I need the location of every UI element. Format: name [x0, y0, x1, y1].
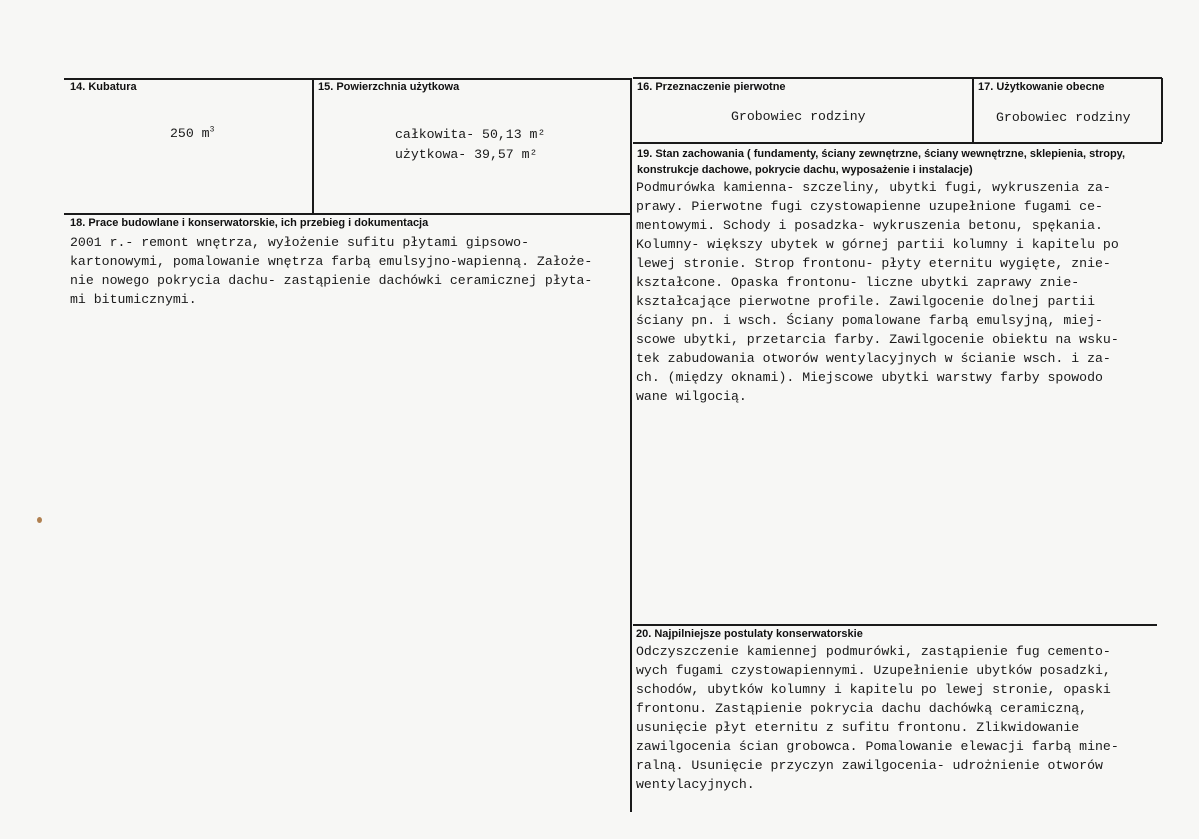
scan-speck — [37, 517, 42, 523]
field-16-value: Grobowiec rodziny — [731, 109, 866, 124]
kubatura-value: 250 m — [170, 126, 210, 141]
field-19-line: lewej stronie. Strop frontonu- płyty eternitu wygięte, znie- — [636, 256, 1111, 271]
field-20-line: Odczyszczenie kamiennej podmurówki, zastąpienie fug cemento- — [636, 644, 1111, 659]
field-19-line: ściany pn. i wsch. Ściany pomalowane farbą emulsyjną, miej- — [636, 313, 1103, 328]
field-15-label: 15. Powierzchnia użytkowa — [318, 81, 460, 93]
rule-above-18 — [64, 213, 631, 215]
field-18-label: 18. Prace budowlane i konserwatorskie, ich przebieg i dokumentacja — [70, 217, 429, 229]
field-20-line: zawilgocenia ścian grobowca. Pomalowanie elewacji farbą mine- — [636, 739, 1119, 754]
field-18-line: kartonowymi, pomalowanie wnętrza farbą emulsyjno-wapienną. Założe- — [70, 254, 593, 269]
field-19-label-cont: konstrukcje dachowe, pokrycie dachu, wyposażenie i instalacje) — [637, 164, 973, 176]
field-20-line: wentylacyjnych. — [636, 777, 755, 792]
field-16-label: 16. Przeznaczenie pierwotne — [637, 81, 786, 93]
field-19-label: 19. Stan zachowania ( fundamenty, ściany zewnętrzne, ściany wewnętrzne, sklepienia, stropy, — [637, 148, 1126, 160]
field-20-line: wych fugami czystowapiennymi. Uzupełnienie ubytków posadzki, — [636, 663, 1111, 678]
field-19-line: prawy. Pierwotne fugi czystowapienne uzupełnione fugami ce- — [636, 199, 1103, 214]
field-17-value: Grobowiec rodziny — [996, 110, 1131, 125]
field-19-line: kształcające pierwotne profile. Zawilgocenie dolnej partii — [636, 294, 1095, 309]
field-18-line: nie nowego pokrycia dachu- zastąpienie dachówki ceramicznej płyta- — [70, 273, 593, 288]
right-edge-17 — [1161, 78, 1163, 142]
top-rule-left — [64, 78, 631, 80]
center-divider — [630, 78, 632, 812]
field-14-value — [170, 124, 214, 143]
divider-16-17 — [972, 78, 974, 142]
field-19-line: ch. (między oknami). Miejscowe ubytki warstwy farby spowodo — [636, 370, 1103, 385]
field-14-label: 14. Kubatura — [70, 81, 137, 93]
field-19-line: Kolumny- większy ubytek w górnej partii kolumny i kapitelu po — [636, 237, 1119, 252]
field-15-line-1: całkowita- 50,13 m² — [395, 127, 546, 142]
field-19-line: tek zabudowania otworów wentylacyjnych w ścianie wsch. i za- — [636, 351, 1111, 366]
field-20-line: usunięcie płyt eternitu z sufitu frontonu. Zlikwidowanie — [636, 720, 1080, 735]
rule-above-19 — [633, 142, 1162, 144]
field-18-line: mi bitumicznymi. — [70, 292, 197, 307]
field-17-label: 17. Użytkowanie obecne — [978, 81, 1105, 93]
field-20-line: schodów, ubytków kolumny i kapitelu po lewej stronie, opaski — [636, 682, 1111, 697]
kubatura-unit-exponent: 3 — [209, 125, 215, 135]
field-20-line: ralną. Usunięcie przyczyn zawilgocenia- udrożnienie otworów — [636, 758, 1103, 773]
field-19-line: wane wilgocią. — [636, 389, 747, 404]
field-19-line: mentowymi. Schody i posadzka- wykruszenia betonu, spękania. — [636, 218, 1103, 233]
divider-14-15 — [312, 79, 314, 214]
top-rule-right — [633, 77, 1162, 79]
field-20-line: frontonu. Zastąpienie pokrycia dachu dachówką ceramiczną, — [636, 701, 1088, 716]
field-19-line: Podmurówka kamienna- szczeliny, ubytki fugi, wykruszenia za- — [636, 180, 1111, 195]
rule-above-20 — [633, 624, 1157, 626]
field-20-label: 20. Najpilniejsze postulaty konserwatorskie — [636, 628, 863, 640]
field-19-line: scowe ubytki, przetarcia farby. Zawilgocenie obiektu na wsku- — [636, 332, 1119, 347]
field-19-line: kształcone. Opaska frontonu- liczne ubytki zaprawy znie- — [636, 275, 1080, 290]
field-18-line: 2001 r.- remont wnętrza, wyłożenie sufitu płytami gipsowo- — [70, 235, 529, 250]
field-15-line-2: użytkowa- 39,57 m² — [395, 147, 538, 162]
